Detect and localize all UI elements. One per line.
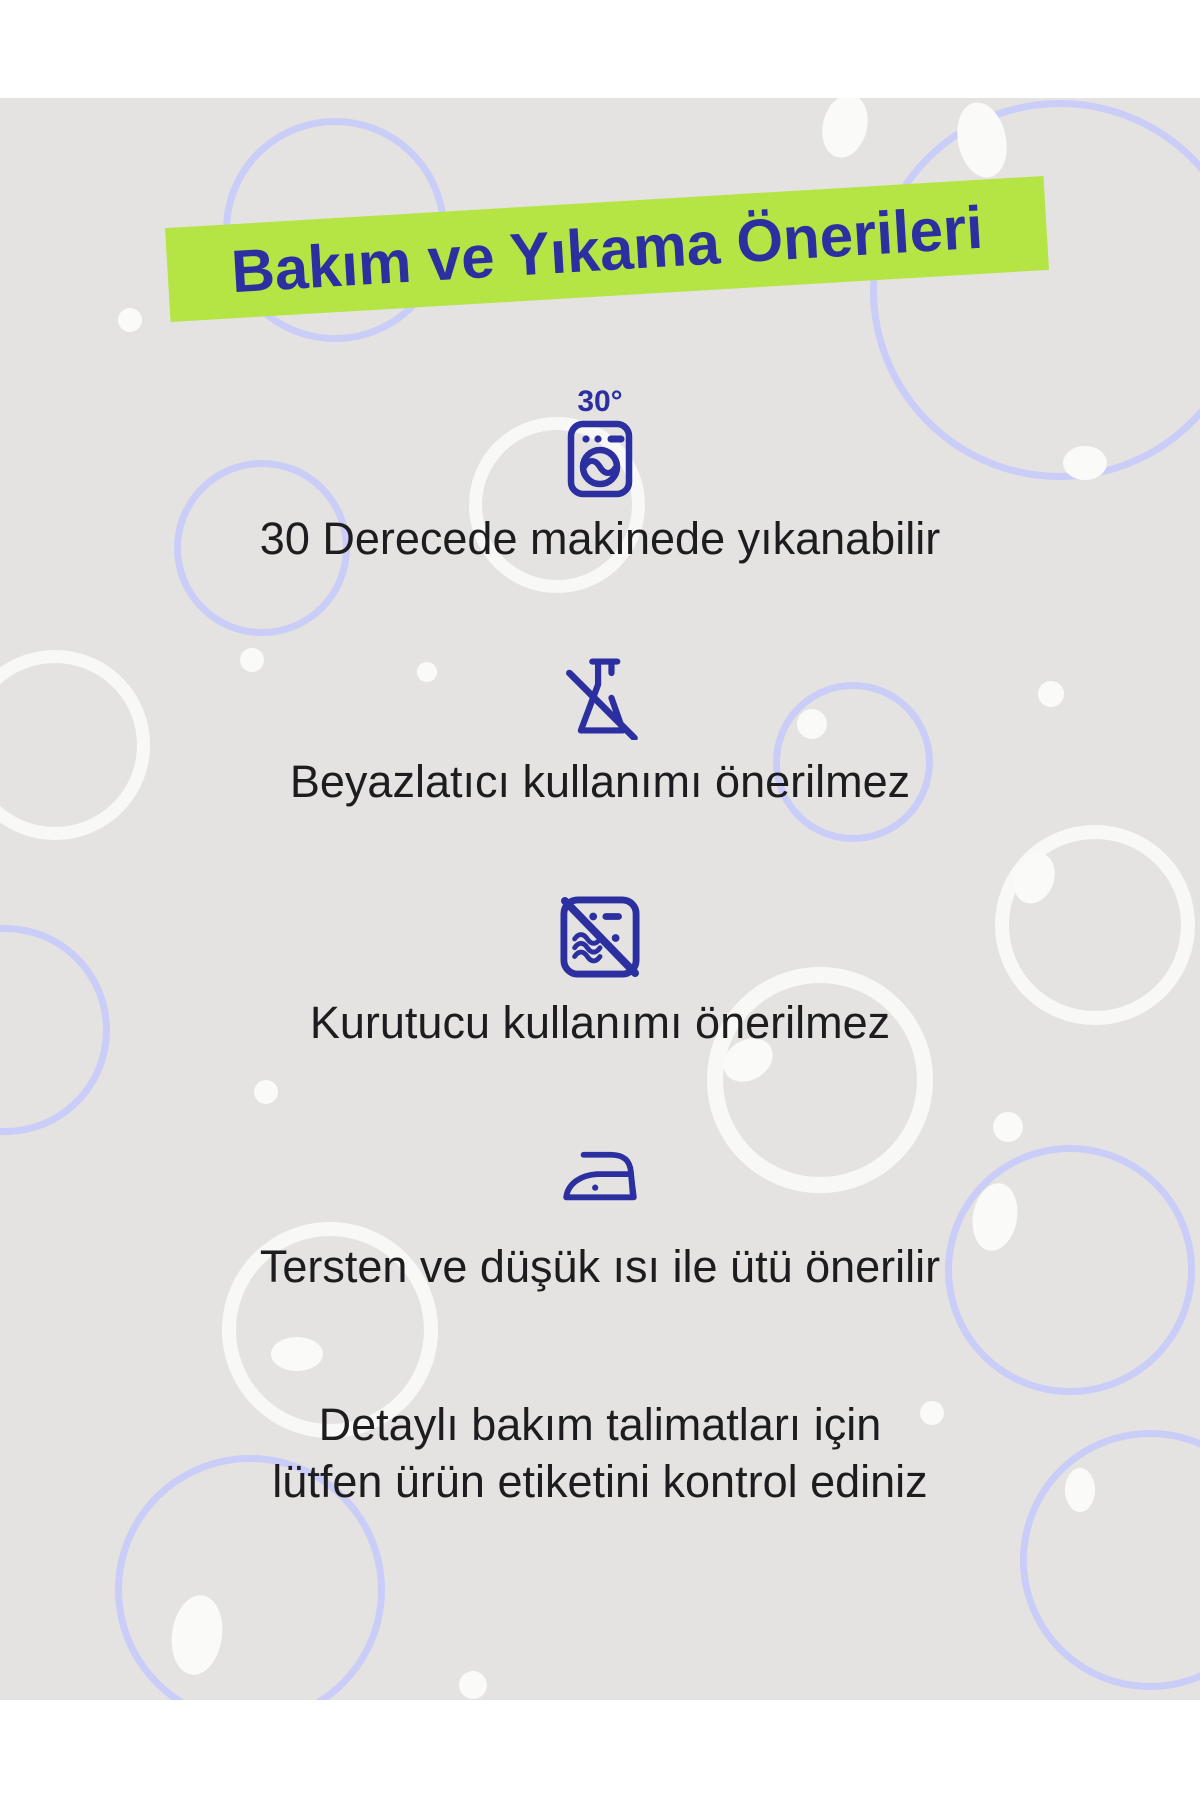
bubble-decoration	[459, 1671, 487, 1699]
page-title: Bakım ve Yıkama Önerileri	[229, 193, 985, 305]
washing-machine-icon	[567, 420, 633, 498]
bubble-decoration	[254, 1080, 278, 1104]
footer-note	[0, 1396, 1200, 1510]
bubble-decoration	[993, 1112, 1023, 1142]
no-bleach-icon	[555, 652, 645, 740]
temperature-label: 30°	[577, 385, 623, 418]
care-item-machine-wash	[0, 386, 1200, 564]
care-item-label: Tersten ve düşük ısı ile ütü önerilir	[259, 1241, 941, 1292]
care-item-label: Kurutucu kullanımı önerilmez	[309, 997, 891, 1048]
bubble-decoration	[816, 98, 874, 162]
care-item-iron-low-heat	[0, 1148, 1200, 1292]
care-item-no-tumble-dry	[0, 896, 1200, 1048]
footer-line-1: Detaylı bakım talimatları için	[318, 1399, 882, 1450]
iron-low-heat-icon	[557, 1148, 643, 1206]
no-tumble-dry-icon	[560, 896, 640, 978]
footer-line-2: lütfen ürün etiketini kontrol ediniz	[272, 1456, 928, 1507]
bubble-decoration	[118, 308, 142, 332]
care-item-no-bleach	[0, 652, 1200, 807]
care-item-label: Beyazlatıcı kullanımı önerilmez	[289, 756, 911, 807]
care-item-label: 30 Derecede makinede yıkanabilir	[259, 513, 941, 564]
bubble-decoration	[271, 1337, 323, 1371]
